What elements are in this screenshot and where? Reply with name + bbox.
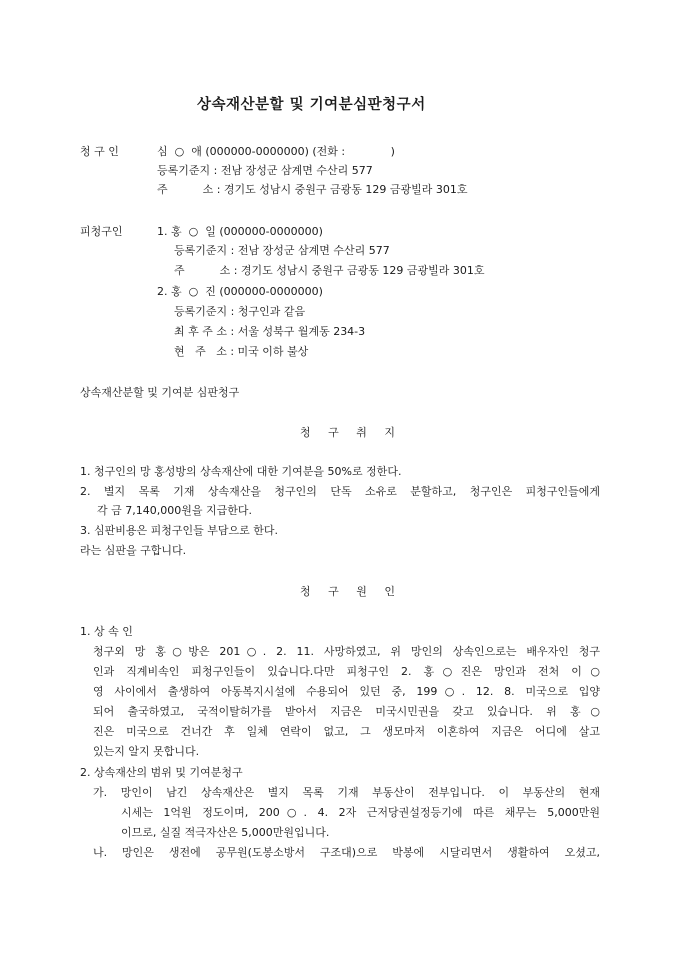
respondent1-name: 1. 홍 ○ 일 (000000-0000000) [157,225,323,238]
section-2a-line: 이므로, 실질 적극자산은 5,000만원입니다. [121,826,330,839]
section-1-line: 영 사이에서 출생하여 아동복지시설에 수용되어 있던 중, 199○. 12. 8. 미국으로 입양 [93,685,600,698]
claimant-name: 심 ○ 애 (000000-0000000) (전화 : ) [157,145,395,158]
respondent2-registry: 등록기준지 : 청구인과 같음 [174,305,306,318]
cause-heading: 청 구 원 인 [300,585,402,598]
section-2b-line: 나. 망인은 생전에 공무원(도봉소방서 구조대)으로 박봉에 시달리면서 생활하여 오셨고, [93,846,600,859]
claimant-label: 청 구 인 [80,145,119,158]
claimant-registry: 등록기준지 : 전남 장성군 삼계면 수산리 577 [157,164,373,177]
respondent2-current-address: 현 주 소 : 미국 이하 불상 [174,345,309,358]
respondent2-last-address: 최 후 주 소 : 서울 성북구 월계동 234-3 [174,325,366,338]
purpose-item-1: 1. 청구인의 망 홍성방의 상속재산에 대한 기여분을 50%로 정한다. [80,465,402,478]
section-1-line: 청구외 망 홍○방은 201○. 2. 11. 사망하였고, 위 망인의 상속인으로는 배우자인 청구 [93,645,600,658]
claimant-address: 주 소 : 경기도 성남시 중원구 금광동 129 금광빌라 301호 [157,183,468,196]
section-2-title: 2. 상속재산의 범위 및 기여분청구 [80,766,243,779]
section-1-line: 진은 미국으로 건너간 후 일체 연락이 없고, 그 생모마저 이혼하여 지금은 어디에 살고 [93,725,600,738]
purpose-closing: 라는 심판을 구합니다. [80,544,187,557]
section-2a-line: 시세는 1억원 정도이며, 200○. 4. 2자 근저당권설정등기에 따른 채무는 5,000만원 [121,806,600,819]
respondent1-address: 주 소 : 경기도 성남시 중원구 금광동 129 금광빌라 301호 [174,264,485,277]
purpose-item-2: 2. 별지 목록 기재 상속재산을 청구인의 단독 소유로 분할하고, 청구인은 피청구인들에게 [80,485,600,498]
section-1-line: 되어 출국하였고, 국적이탈허가를 받아서 지금은 미국시민권을 갖고 있습니다. 위 홍○ [93,705,600,718]
section-1-line: 있는지 알지 못합니다. [93,745,200,758]
purpose-item-3: 3. 심판비용은 피청구인들 부담으로 한다. [80,524,278,537]
case-name: 상속재산분할 및 기여분 심판청구 [80,386,240,399]
purpose-item-2-cont: 각 금 7,140,000원을 지급한다. [97,504,252,517]
respondent2-name: 2. 홍 ○ 진 (000000-0000000) [157,285,323,298]
section-1-title: 1. 상 속 인 [80,625,133,638]
section-1-line: 인과 직계비속인 피청구인들이 있습니다.다만 피청구인 2. 홍○진은 망인과 전처 이○ [93,665,600,678]
respondents-label: 피청구인 [80,225,123,238]
respondent1-registry: 등록기준지 : 전남 장성군 삼계면 수산리 577 [174,244,390,257]
purpose-heading: 청 구 취 지 [300,426,402,439]
section-2a-line: 가. 망인이 남긴 상속재산은 별지 목록 기재 부동산이 전부입니다. 이 부동산의 현재 [93,786,600,799]
document-title: 상속재산분할 및 기여분심판청구서 [197,97,426,113]
